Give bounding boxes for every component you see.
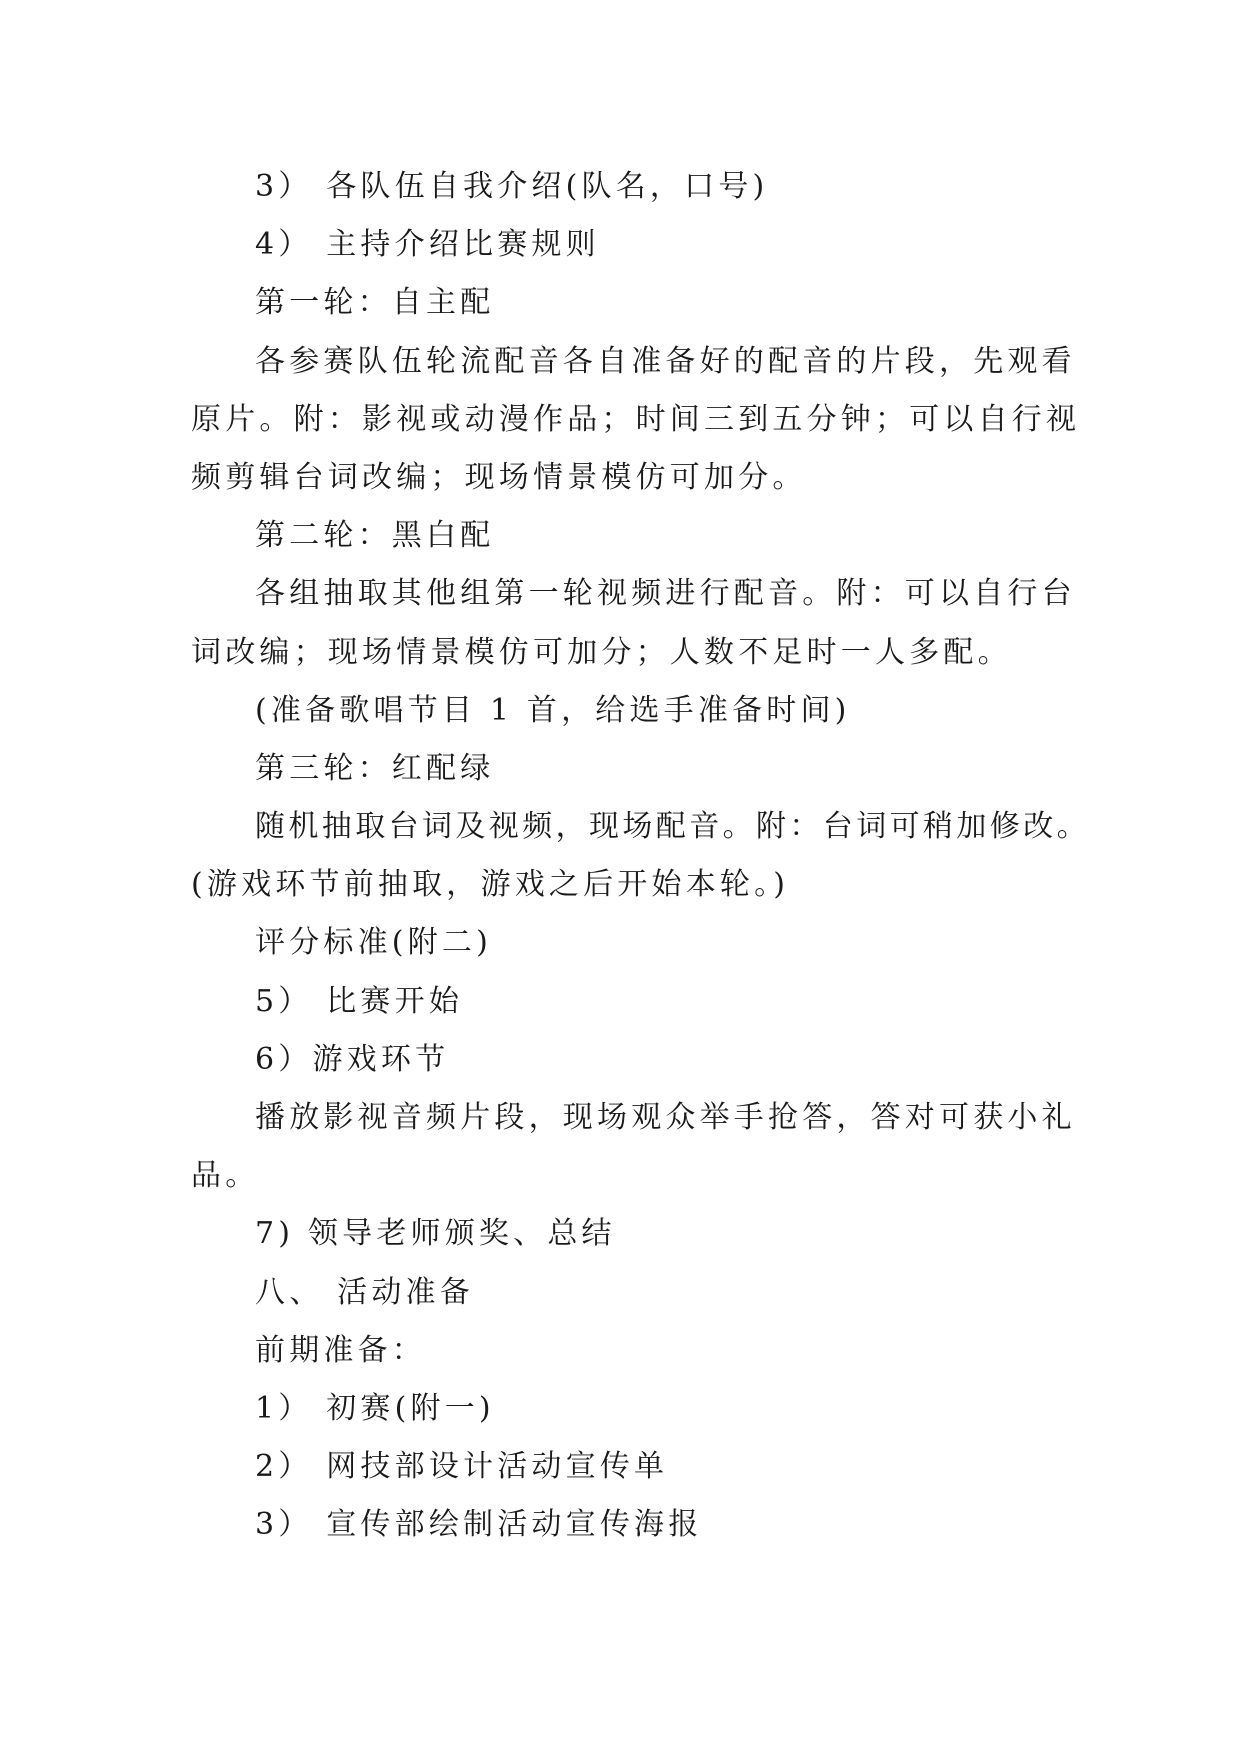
list-item-team-introduction: 3） 各队伍自我介绍(队名，口号) <box>255 169 769 204</box>
scoring-criteria-line: 评分标准(附二) <box>255 925 493 961</box>
round-three-paragraph-line: 随机抽取台词及视频，现场配音。附：台词可稍加修改。 <box>255 809 1090 845</box>
list-item-preliminary: 1） 初赛(附一) <box>255 1390 495 1426</box>
preparation-subheading: 前期准备： <box>255 1332 426 1368</box>
list-item-game-segment: 6）游戏环节 <box>255 1041 450 1077</box>
round-two-paragraph-line: 各组抽取其他组第一轮视频进行配音。附：可以自行台 <box>255 576 1076 612</box>
round-one-paragraph-line: 各参赛队伍轮流配音各自准备好的配音的片段，先观看 <box>255 343 1076 379</box>
round-two-heading: 第二轮：黑白配 <box>255 518 495 554</box>
round-one-heading: 第一轮：自主配 <box>255 285 495 321</box>
round-three-paragraph-line: (游戏环节前抽取，游戏之后开始本轮。) <box>191 867 790 903</box>
round-two-paragraph-line: 词改编；现场情景模仿可加分；人数不足时一人多配。 <box>191 634 1012 670</box>
document-body <box>191 158 1090 1555</box>
list-item-rules-introduction: 4） 主持介绍比赛规则 <box>255 227 600 263</box>
game-paragraph-line: 播放影视音频片段，现场观众举手抢答，答对可获小礼 <box>255 1100 1076 1135</box>
singing-note: (准备歌唱节目 1 首，给选手准备时间) <box>255 692 851 728</box>
game-paragraph-line: 品。 <box>191 1158 260 1194</box>
round-three-heading: 第三轮：红配绿 <box>255 750 495 786</box>
list-item-awards-summary: 7) 领导老师颁奖、总结 <box>255 1216 616 1252</box>
round-one-paragraph-line: 原片。附：影视或动漫作品；时间三到五分钟；可以自行视 <box>191 401 1081 437</box>
list-item-poster-drawing: 3） 宣传部绘制活动宣传海报 <box>255 1507 703 1543</box>
list-item-competition-start: 5） 比赛开始 <box>255 983 464 1019</box>
section-heading-activity-preparation: 八、 活动准备 <box>255 1274 474 1310</box>
list-item-flyer-design: 2） 网技部设计活动宣传单 <box>255 1449 669 1485</box>
round-one-paragraph-line: 频剪辑台词改编；现场情景模仿可加分。 <box>191 459 807 495</box>
